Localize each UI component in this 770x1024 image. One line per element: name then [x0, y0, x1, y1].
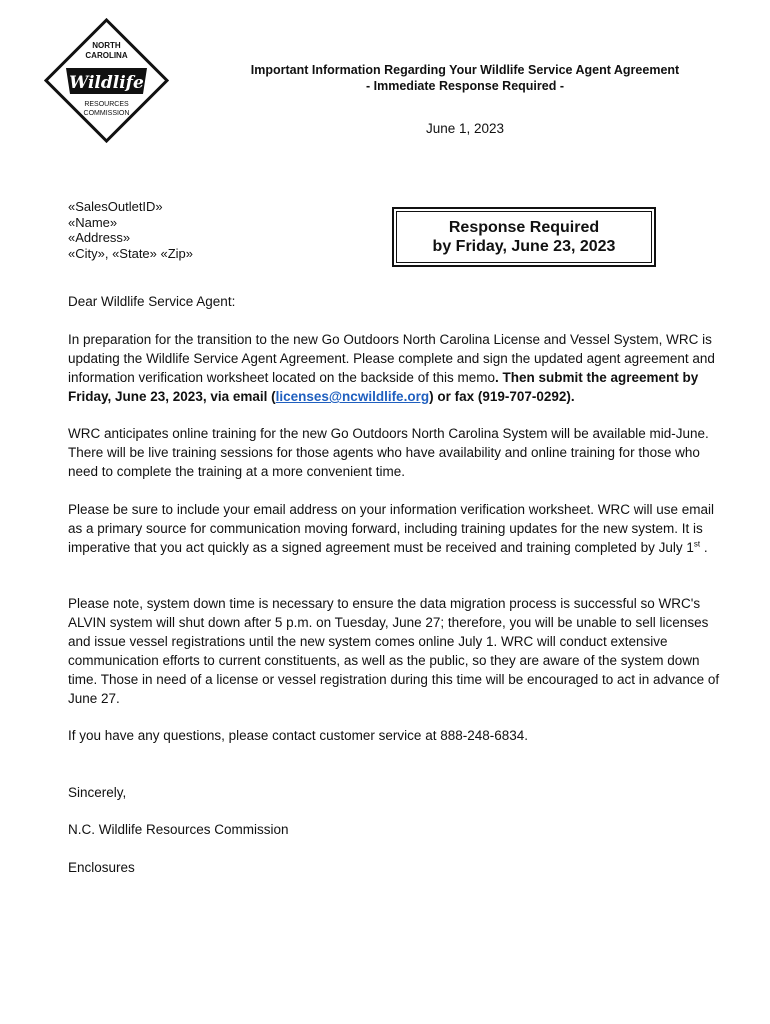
email-link[interactable]: licenses@ncwildlife.org — [275, 389, 430, 404]
closing: Sincerely, — [68, 785, 127, 800]
paragraph-training: WRC anticipates online training for the new Go Outdoors North Carolina System will be available mid-June. There will be live training sessions for those agents who have availability and online training for those who need to complete the training at a more convenient time. — [68, 426, 709, 479]
paragraph-email — [68, 500, 728, 557]
enclosures: Enclosures — [68, 860, 135, 875]
memo-title-line2: - Immediate Response Required - — [366, 79, 564, 93]
address-block — [68, 199, 193, 261]
logo-text-resources: RESOURCES — [84, 101, 129, 108]
logo-text-north: NORTH — [92, 41, 121, 50]
memo-title — [210, 62, 720, 94]
logo-script-wildlife: Wildlife — [69, 73, 144, 93]
paragraph-email-superscript: st — [693, 539, 701, 549]
paragraph-email-text: Please be sure to include your email address on your information verification worksheet. WRC will use email as a primary source for communication moving forward, including training updates for the new system. It is imperative that you act quickly as a signed agreement must be received and training completed by July 1 — [68, 502, 715, 555]
memo-date: June 1, 2023 — [425, 121, 505, 136]
logo-text-commission: COMMISSION — [83, 110, 130, 117]
paragraph-transition-submit: . Then submit the agreement by Friday, June 23, 2023, via email ( — [68, 370, 699, 404]
paragraph-downtime: Please note, system down time is necessary to ensure the data migration process is successful so WRC's ALVIN system will shut down after 5 p.m. on Tuesday, June 27; therefore, you will be unable to sell licenses and issue vessel registrations until the new system comes online July 1. WRC will conduct extensive communication efforts to current constituents, as well as the public, so they are aware of the system down time. Those in need of a license or vessel registration during this time will be encouraged to act in advance of June 27. — [68, 596, 720, 706]
address-city-state-zip: «City», «State» «Zip» — [68, 245, 194, 261]
response-required-box — [392, 207, 656, 267]
nc-wildlife-logo — [44, 18, 169, 143]
address-street: «Address» — [68, 230, 131, 245]
paragraph-transition — [68, 330, 728, 406]
paragraph-transition-fax: ) or fax (919-707-0292). — [429, 389, 575, 404]
memo-title-line1: Important Information Regarding Your Wildlife Service Agent Agreement — [250, 63, 680, 77]
response-required-title: Response Required — [448, 219, 600, 236]
address-sales-outlet: «SalesOutletID» — [68, 199, 163, 214]
response-required-date: by Friday, June 23, 2023 — [432, 238, 616, 255]
paragraph-transition-text: In preparation for the transition to the new Go Outdoors North Carolina License and Vessel System, WRC is updating the Wildlife Service Agent Agreement. Please complete and sign the updated agent agreement and information verification worksheet located on the backside of this memo — [68, 332, 715, 385]
logo-text-carolina: CAROLINA — [85, 51, 128, 60]
salutation: Dear Wildlife Service Agent: — [68, 294, 236, 309]
paragraph-questions: If you have any questions, please contact customer service at 888-248-6834. — [68, 728, 529, 743]
paragraph-email-end: . — [700, 540, 708, 555]
address-name: «Name» — [68, 214, 118, 230]
signature: N.C. Wildlife Resources Commission — [68, 822, 289, 837]
